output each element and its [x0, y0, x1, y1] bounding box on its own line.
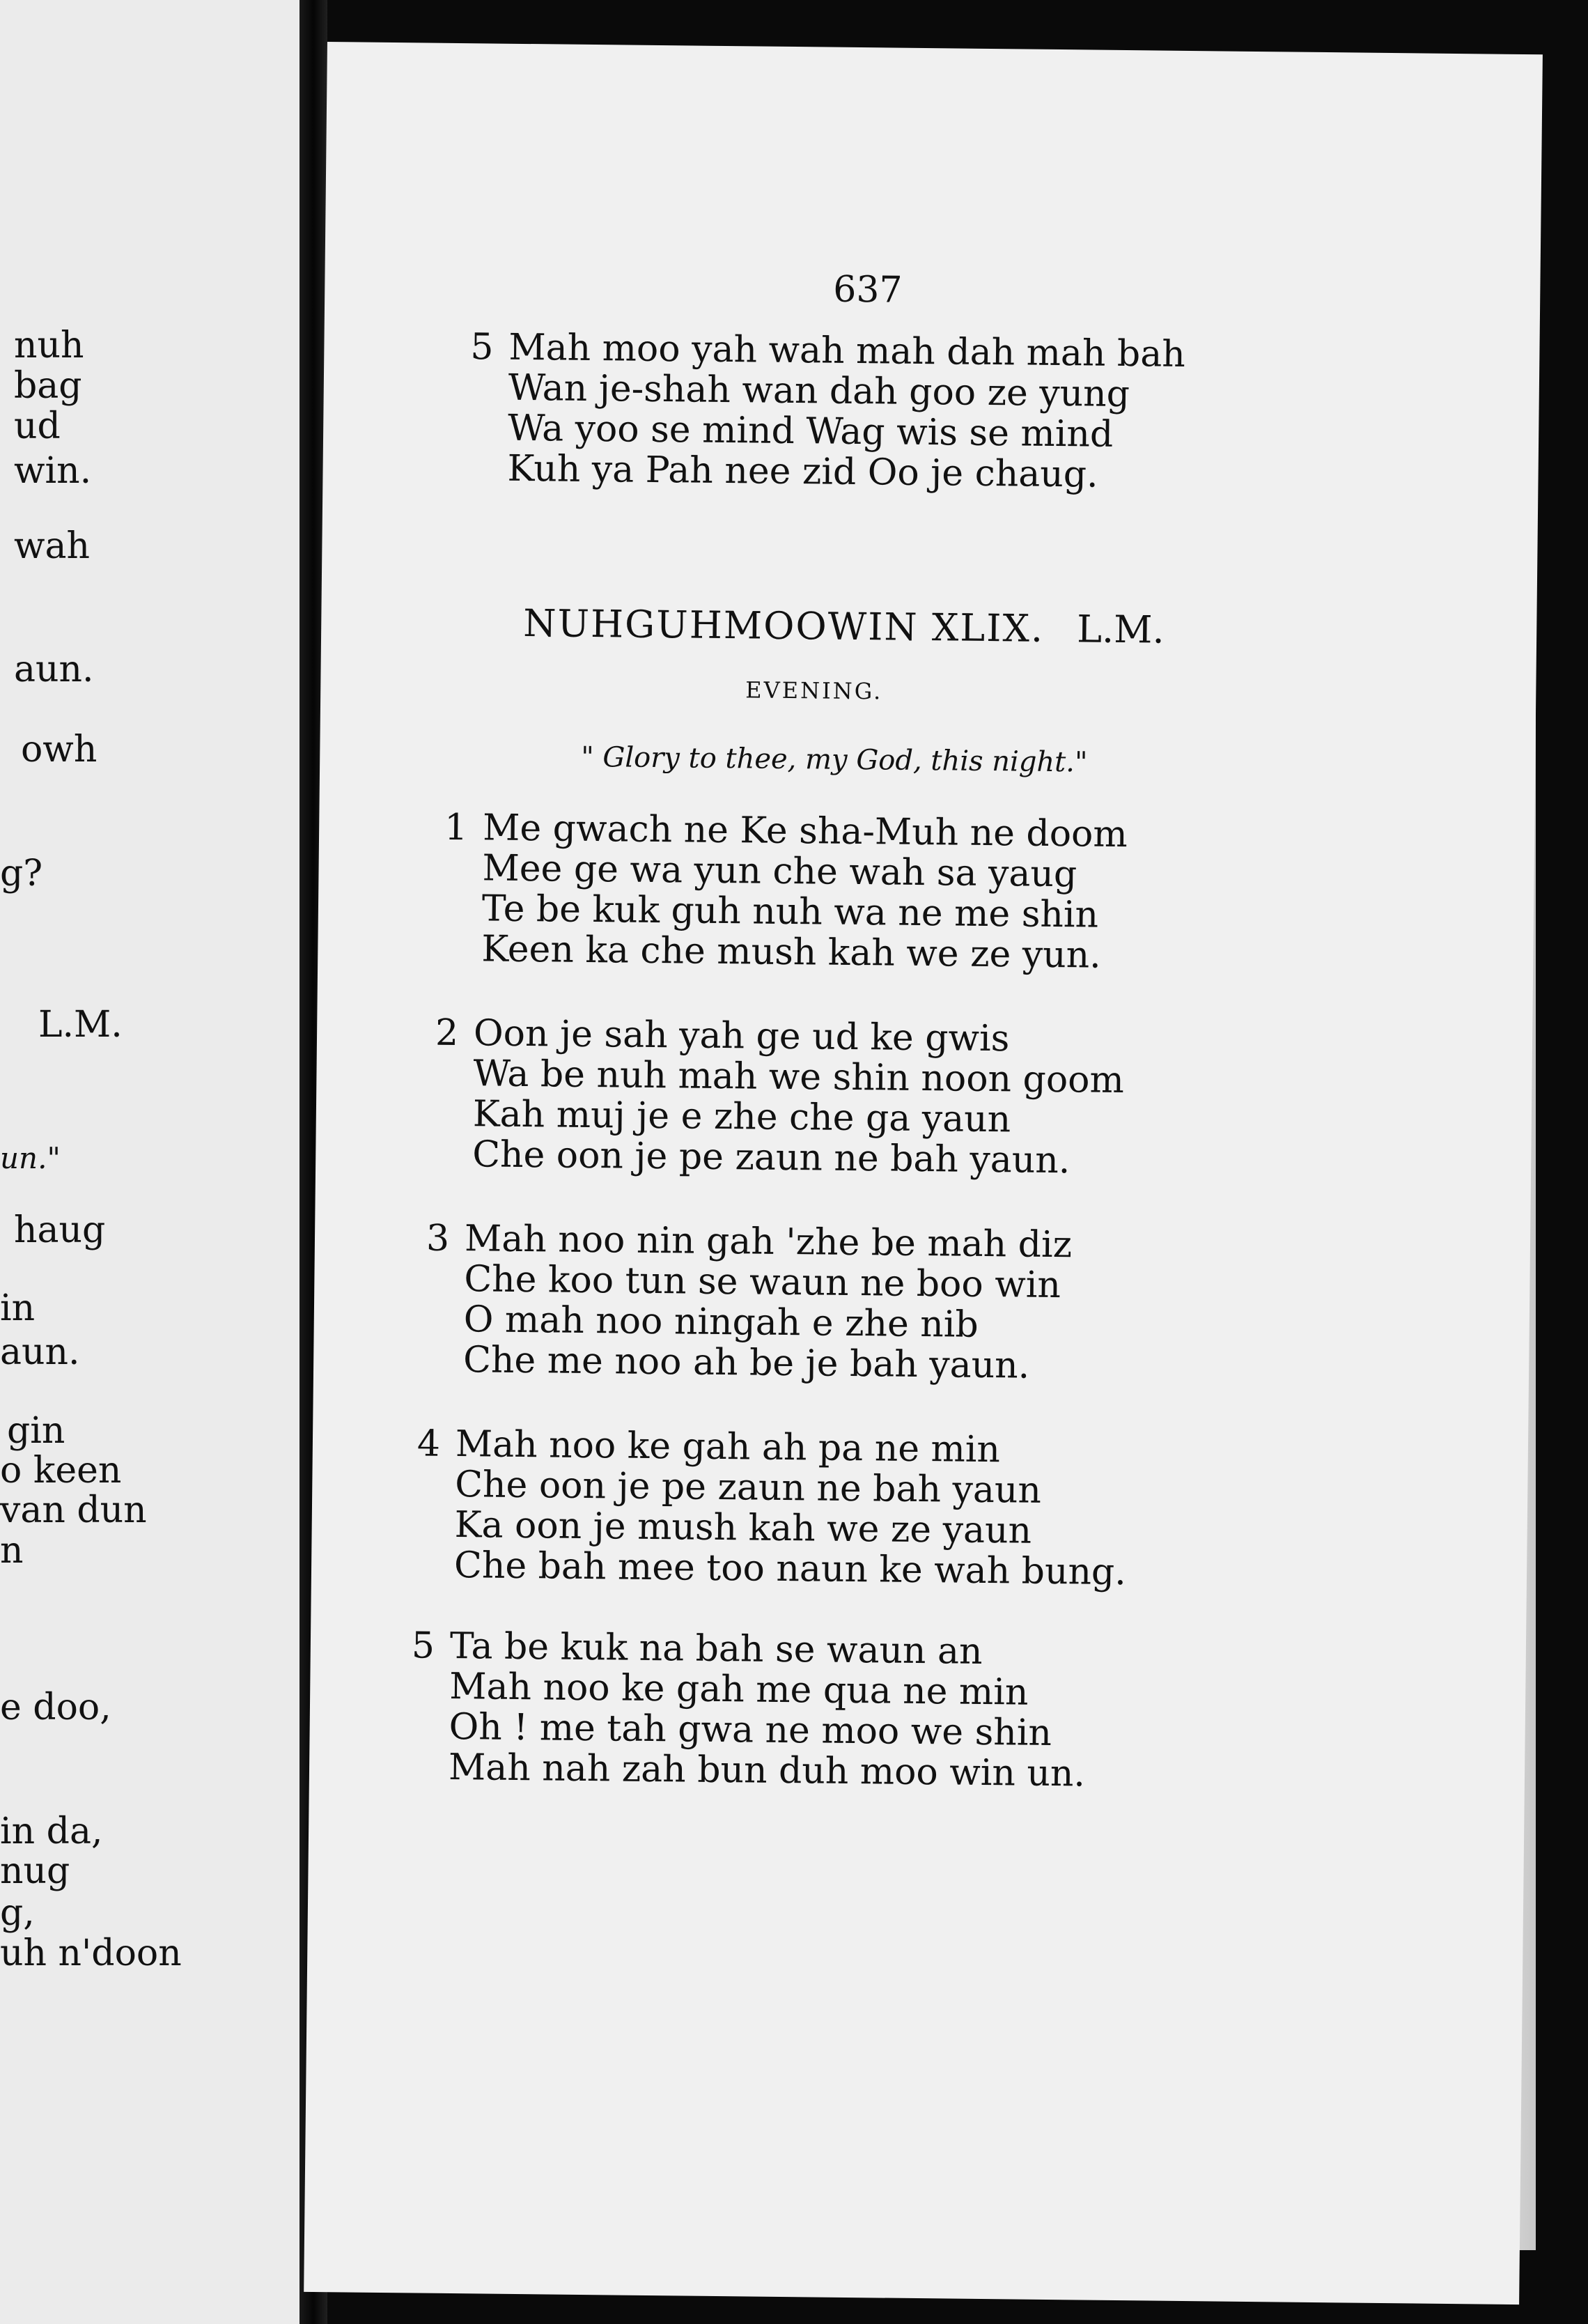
- verse-line: Me gwach ne Ke sha-Muh ne doom: [482, 807, 1128, 856]
- left-fragment: e doo,: [0, 1687, 111, 1728]
- verse-line: Che me noo ah be je bah yaun.: [462, 1339, 1030, 1387]
- verse-line: Kah muj je e zhe che ga yaun: [472, 1093, 1011, 1141]
- left-fragment: L.M.: [38, 1004, 123, 1046]
- verse-line: Che koo tun se waun ne boo win: [464, 1258, 1061, 1307]
- left-fragment: un.": [0, 1141, 61, 1175]
- verse-line: Ka oon je mush kah we ze yaun: [454, 1504, 1032, 1552]
- left-fragment: nug: [0, 1850, 70, 1892]
- verse-line: Wa yoo se mind Wag wis se mind: [507, 407, 1114, 456]
- left-page: [0, 0, 299, 2324]
- verse-line: Ta be kuk na bah se waun an: [449, 1625, 983, 1673]
- verse-line: Wa be nuh mah we shin noon goom: [473, 1053, 1125, 1102]
- hymn-epigraph: " Glory to thee, my God, this night.": [581, 741, 1088, 779]
- verse-number: 5: [411, 1625, 435, 1667]
- verse-line: Te be kuk guh nuh wa ne me shin: [481, 888, 1099, 936]
- verse-number: 4: [417, 1423, 441, 1465]
- verse-number: 1: [444, 806, 468, 849]
- verse-line: Mah noo ke gah me qua ne min: [449, 1665, 1029, 1714]
- left-fragment: uh n'doon: [0, 1932, 182, 1974]
- left-fragment: ud: [14, 405, 61, 447]
- left-fragment: aun.: [14, 649, 94, 690]
- verse-line: Mah noo ke gah ah pa ne min: [455, 1423, 1001, 1471]
- hymn-title: NUHGUHMOOWIN XLIX.: [522, 601, 1045, 651]
- left-fragment: win.: [14, 450, 92, 492]
- verse-line: Mah noo nin gah 'zhe be mah diz: [464, 1218, 1073, 1266]
- left-fragment: bag: [14, 365, 82, 407]
- verse-line: Wan je-shah wan dah goo ze yung: [508, 366, 1130, 416]
- left-fragment: g?: [0, 853, 43, 894]
- verse-line: Che bah mee too naun ke wah bung.: [453, 1544, 1127, 1594]
- right-page: [304, 42, 1543, 2304]
- verse-line: Mah moo yah wah mah dah mah bah: [508, 326, 1186, 375]
- left-fragment: in: [0, 1287, 36, 1329]
- verse-number: 2: [435, 1012, 459, 1055]
- verse-line: Keen ka che mush kah we ze yun.: [481, 928, 1102, 977]
- verse-line: Oon je sah yah ge ud ke gwis: [473, 1012, 1010, 1060]
- verse-line: Kuh ya Pah nee zid Oo je chaug.: [507, 447, 1098, 496]
- left-fragment: n: [0, 1530, 24, 1572]
- left-fragment: nuh: [14, 325, 84, 366]
- left-fragment: g,: [0, 1892, 35, 1934]
- left-fragment: in da,: [0, 1811, 103, 1852]
- left-fragment: wah: [14, 525, 91, 567]
- hymn-subtitle: EVENING.: [745, 676, 883, 705]
- page-number: 637: [833, 268, 903, 311]
- left-fragment: gin: [7, 1410, 65, 1452]
- left-fragment: van dun: [0, 1489, 147, 1531]
- left-fragment: owh: [21, 729, 98, 770]
- verse-line: Che oon je pe zaun ne bah yaun.: [472, 1133, 1071, 1182]
- left-fragment: aun.: [0, 1331, 80, 1373]
- verse-line: Mah nah zah bun duh moo win un.: [448, 1746, 1086, 1795]
- verse-number: 5: [470, 326, 494, 369]
- verse-number: 3: [426, 1217, 450, 1260]
- hymn-meter: L.M.: [1076, 607, 1165, 652]
- verse-line: Mee ge wa yun che wah sa yaug: [482, 847, 1077, 896]
- left-fragment: o keen: [0, 1450, 122, 1492]
- verse-line: O mah noo ningah e zhe nib: [463, 1299, 979, 1346]
- verse-line: Oh ! me tah gwa ne moo we shin: [449, 1705, 1052, 1755]
- verse-line: Che oon je pe zaun ne bah yaun: [455, 1464, 1042, 1512]
- left-fragment: haug: [14, 1209, 106, 1251]
